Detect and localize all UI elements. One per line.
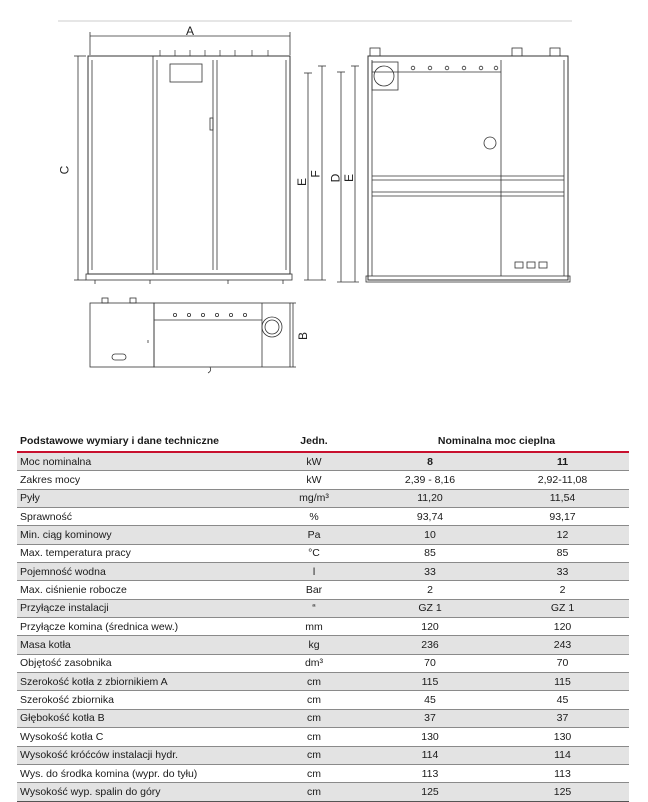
table-row [17,691,629,709]
row-value-8kw: 11,20 [364,489,496,507]
table-row [17,618,629,636]
row-value-8kw: 130 [364,728,496,746]
row-unit: mg/m³ [264,489,364,507]
row-label: Masa kotła [17,636,264,654]
row-value-8kw: 114 [364,746,496,764]
row-value-8kw: 113 [364,764,496,782]
table-row [17,764,629,782]
row-label: Zakres mocy [17,471,264,489]
table-row [17,783,629,801]
row-value-11kw: 120 [496,618,629,636]
row-unit: °C [264,544,364,562]
row-value-11kw: GZ 1 [496,599,629,617]
row-value-8kw: GZ 1 [364,599,496,617]
row-value-8kw: 70 [364,654,496,672]
row-value-8kw: 37 [364,709,496,727]
side-view [337,48,570,282]
row-value-8kw: 236 [364,636,496,654]
specifications-table [17,431,629,802]
row-value-11kw: 11 [496,452,629,471]
row-label: Przyłącze komina (średnica wew.) [17,618,264,636]
row-unit: kg [264,636,364,654]
row-value-8kw: 125 [364,783,496,801]
technical-drawings [0,0,648,400]
row-unit: dm³ [264,654,364,672]
table-row [17,526,629,544]
row-label: Moc nominalna [17,452,264,471]
table-row [17,581,629,599]
row-value-11kw: 70 [496,654,629,672]
row-value-11kw: 243 [496,636,629,654]
table-row [17,746,629,764]
top-view [90,298,296,373]
row-value-11kw: 2,92-11,08 [496,471,629,489]
table-row [17,471,629,489]
row-value-11kw: 93,17 [496,508,629,526]
row-label: Pojemność wodna [17,563,264,581]
row-value-8kw: 2 [364,581,496,599]
row-label: Przyłącze instalacji [17,599,264,617]
dimension-label-f: F [308,170,323,178]
row-unit: Bar [264,581,364,599]
row-unit: cm [264,728,364,746]
table-row [17,654,629,672]
row-value-8kw: 10 [364,526,496,544]
row-unit: cm [264,783,364,801]
row-unit: cm [264,764,364,782]
row-label: Sprawność [17,508,264,526]
row-value-8kw: 33 [364,563,496,581]
row-unit: cm [264,746,364,764]
row-label: Max. temperatura pracy [17,544,264,562]
row-unit: kW [264,471,364,489]
table-header-row [17,431,629,452]
row-unit: cm [264,709,364,727]
table-row [17,544,629,562]
row-value-11kw: 85 [496,544,629,562]
row-value-8kw: 8 [364,452,496,471]
row-value-8kw: 2,39 - 8,16 [364,471,496,489]
row-label: Wys. do środka komina (wypr. do tyłu) [17,764,264,782]
row-value-11kw: 45 [496,691,629,709]
row-unit: “ [264,599,364,617]
row-value-11kw: 125 [496,783,629,801]
row-value-8kw: 85 [364,544,496,562]
dimension-label-e-front: E [295,177,310,187]
boiler-dimension-drawing [0,0,648,400]
dimension-label-e-side: E [342,173,357,183]
dimension-label-b: B [296,331,311,341]
row-value-11kw: 130 [496,728,629,746]
row-value-11kw: 113 [496,764,629,782]
row-value-8kw: 115 [364,673,496,691]
row-label: Wysokość wyp. spalin do góry [17,783,264,801]
front-view [74,32,326,284]
row-unit: % [264,508,364,526]
header-title: Podstawowe wymiary i dane techniczne [20,435,219,447]
row-value-11kw: 12 [496,526,629,544]
row-unit: mm [264,618,364,636]
dimension-label-a: A [186,24,195,38]
header-nominal-power: Nominalna moc cieplna [437,435,556,447]
row-label: Wysokość kotła C [17,728,264,746]
row-value-11kw: 115 [496,673,629,691]
specifications-table-wrapper [17,431,629,802]
dimension-label-c: C [57,165,72,175]
table-row [17,489,629,507]
row-label: Głębokość kotła B [17,709,264,727]
table-row [17,673,629,691]
row-value-11kw: 2 [496,581,629,599]
row-label: Max. ciśnienie robocze [17,581,264,599]
row-unit: kW [264,452,364,471]
row-value-8kw: 120 [364,618,496,636]
table-row [17,508,629,526]
row-value-8kw: 93,74 [364,508,496,526]
row-unit: cm [264,673,364,691]
header-unit: Jedn. [300,435,328,447]
row-unit: Pa [264,526,364,544]
table-row [17,599,629,617]
row-value-11kw: 37 [496,709,629,727]
table-body [17,452,629,801]
row-label: Objętość zasobnika [17,654,264,672]
row-value-8kw: 45 [364,691,496,709]
row-value-11kw: 11,54 [496,489,629,507]
row-unit: cm [264,691,364,709]
table-row [17,563,629,581]
row-label: Wysokość króćców instalacji hydr. [17,746,264,764]
table-row [17,709,629,727]
row-unit: l [264,563,364,581]
table-row [17,728,629,746]
row-value-11kw: 33 [496,563,629,581]
row-label: Min. ciąg kominowy [17,526,264,544]
table-row [17,452,629,471]
row-value-11kw: 114 [496,746,629,764]
row-label: Pyły [17,489,264,507]
table-row [17,636,629,654]
dimension-label-d: D [328,173,343,183]
row-label: Szerokość zbiornika [17,691,264,709]
row-label: Szerokość kotła z zbiornikiem A [17,673,264,691]
